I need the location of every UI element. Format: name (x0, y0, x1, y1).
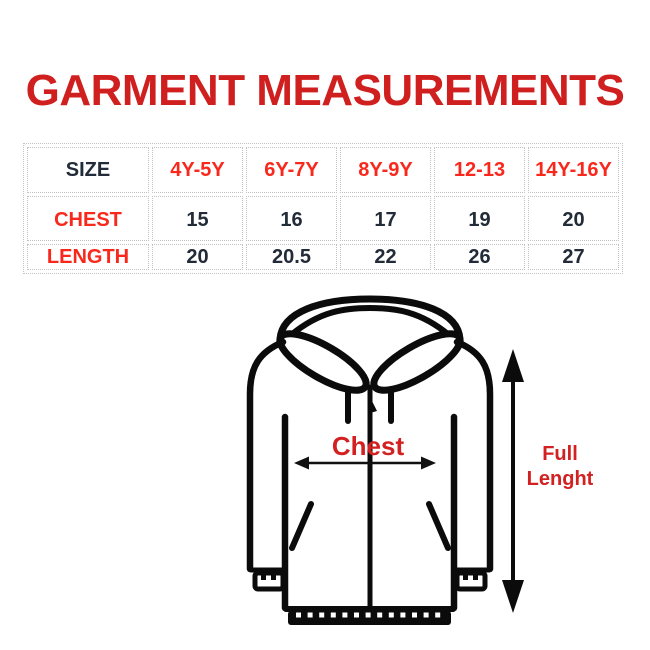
chest-value: 16 (246, 196, 337, 241)
chest-value: 20 (528, 196, 619, 241)
length-value: 20.5 (246, 244, 337, 270)
full-length-label-line1: Full (542, 443, 578, 465)
chest-value: 17 (340, 196, 431, 241)
full-length-label (514, 442, 606, 492)
length-row-label: LENGTH (27, 244, 149, 270)
size-col-header: 8Y-9Y (340, 147, 431, 193)
hem-band-icon (288, 611, 451, 625)
size-col-header: 12-13 (434, 147, 525, 193)
size-header-cell: SIZE (27, 147, 149, 193)
length-value: 26 (434, 244, 525, 270)
chest-value: 15 (152, 196, 243, 241)
full-length-label-line2: Lenght (526, 468, 594, 490)
chest-row-label: CHEST (27, 196, 149, 241)
length-value: 22 (340, 244, 431, 270)
size-col-header: 4Y-5Y (152, 147, 243, 193)
chest-value: 19 (434, 196, 525, 241)
size-col-header: 14Y-16Y (528, 147, 619, 193)
size-col-header: 6Y-7Y (246, 147, 337, 193)
chest-label: Chest (331, 431, 405, 461)
page-title: GARMENT MEASUREMENTS (25, 66, 625, 115)
length-value: 27 (528, 244, 619, 270)
length-value: 20 (152, 244, 243, 270)
